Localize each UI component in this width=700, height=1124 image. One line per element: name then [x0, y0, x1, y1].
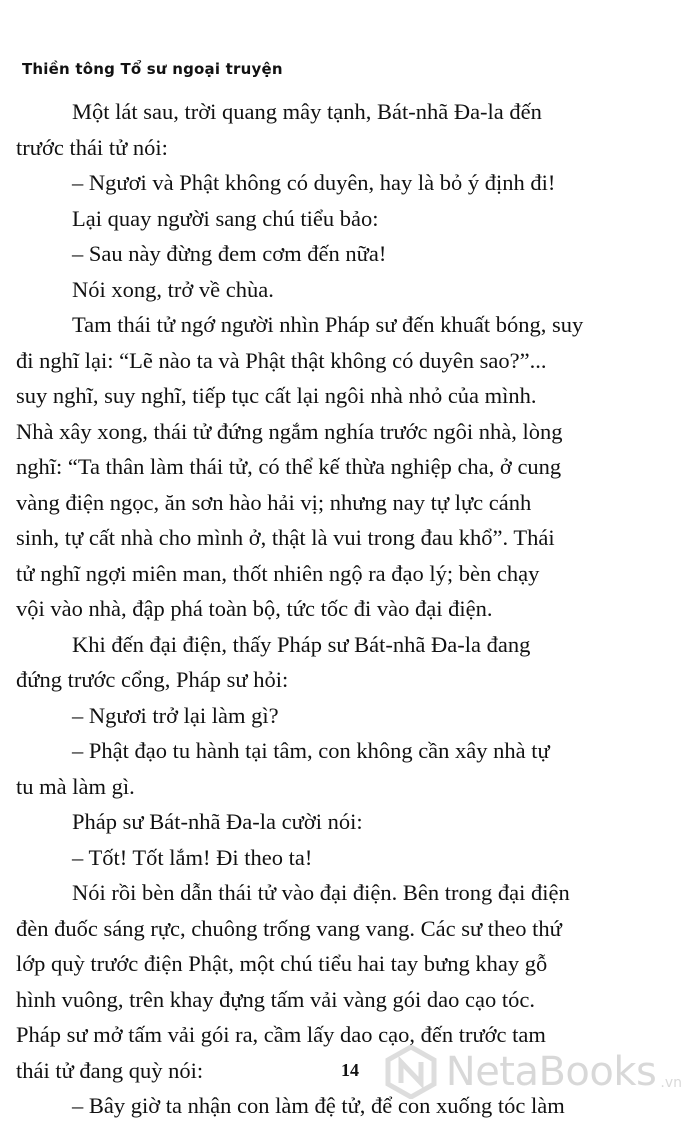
text-line: – Ngươi trở lại làm gì? — [72, 702, 279, 728]
text-line: đứng trước cổng, Pháp sư hỏi: — [16, 667, 289, 692]
text-line: Nói rồi bèn dẫn thái tử vào đại điện. Bên trong đại điện — [72, 880, 570, 905]
text-line: tu mà làm gì. — [16, 773, 135, 799]
text-line: thái tử đang quỳ nói: — [16, 1057, 204, 1083]
text-line: Lại quay người sang chú tiểu bảo: — [72, 205, 379, 231]
watermark-brand: NetaBooks — [445, 1049, 657, 1095]
text-line: nghĩ: “Ta thân làm thái tử, có thể kế thừa nghiệp cha, ở cung — [16, 454, 562, 479]
text-line: hình vuông, trên khay đựng tấm vải vàng gói dao cạo tóc. — [16, 986, 535, 1012]
watermark — [384, 1045, 682, 1099]
watermark-suffix: .vn — [660, 1075, 682, 1091]
paragraph — [72, 804, 682, 840]
text-line: suy nghĩ, suy nghĩ, tiếp tục cất lại ngôi nhà nhỏ của mình. — [16, 383, 537, 408]
text-line: Khi đến đại điện, thấy Pháp sư Bát-nhã Đa-la đang — [72, 631, 531, 657]
text-line: sinh, tự cất nhà cho mình ở, thật là vui trong đau khổ”. Thái — [16, 525, 555, 550]
text-line: đi nghĩ lại: “Lẽ nào ta và Phật thật không có duyên sao?”... — [16, 347, 547, 373]
body-text — [16, 94, 682, 1124]
paragraph — [72, 272, 682, 308]
running-header: Thiền tông Tổ sư ngoại truyện — [22, 60, 283, 78]
paragraph — [16, 94, 682, 165]
paragraph — [72, 698, 682, 734]
paragraph — [16, 307, 682, 627]
text-line: tử nghĩ ngợi miên man, thốt nhiên ngộ ra đạo lý; bèn chạy — [16, 560, 540, 586]
text-line: – Bây giờ ta nhận con làm đệ tử, để con xuống tóc làm — [72, 1093, 565, 1118]
text-line: trước thái tử nói: — [16, 134, 168, 160]
text-line: – Sau này đừng đem cơm đến nữa! — [72, 241, 387, 266]
text-line: – Ngươi và Phật không có duyên, hay là bỏ ý định đi! — [72, 170, 556, 195]
paragraph — [72, 201, 682, 237]
text-line: Nhà xây xong, thái tử đứng ngắm nghía trước ngôi nhà, lòng — [16, 418, 563, 444]
paragraph — [72, 840, 682, 876]
netabooks-logo-icon — [384, 1045, 438, 1099]
text-line: Pháp sư mở tấm vải gói ra, cầm lấy dao cạo, đến trước tam — [16, 1022, 546, 1047]
text-line: – Phật đạo tu hành tại tâm, con không cần xây nhà tự — [72, 738, 550, 763]
paragraph — [16, 627, 682, 698]
text-line: lớp quỳ trước điện Phật, một chú tiểu hai tay bưng khay gỗ — [16, 951, 548, 976]
page-number: 14 — [341, 1060, 359, 1080]
text-line: Tam thái tử ngớ người nhìn Pháp sư đến khuất bóng, suy — [72, 312, 584, 337]
text-line: Nói xong, trở về chùa. — [72, 276, 274, 302]
text-line: vội vào nhà, đập phá toàn bộ, tức tốc đi vào đại điện. — [16, 596, 493, 621]
paragraph — [16, 733, 682, 804]
text-line: Pháp sư Bát-nhã Đa-la cười nói: — [72, 809, 363, 834]
text-line: Một lát sau, trời quang mây tạnh, Bát-nhã Đa-la đến — [72, 99, 542, 124]
paragraph — [72, 236, 682, 272]
text-line: vàng điện ngọc, ăn sơn hào hải vị; nhưng nay tự lực cánh — [16, 489, 532, 515]
text-line: – Tốt! Tốt lắm! Đi theo ta! — [72, 844, 313, 870]
paragraph — [72, 165, 682, 201]
text-line: đèn đuốc sáng rực, chuông trống vang vang. Các sư theo thứ — [16, 915, 562, 941]
